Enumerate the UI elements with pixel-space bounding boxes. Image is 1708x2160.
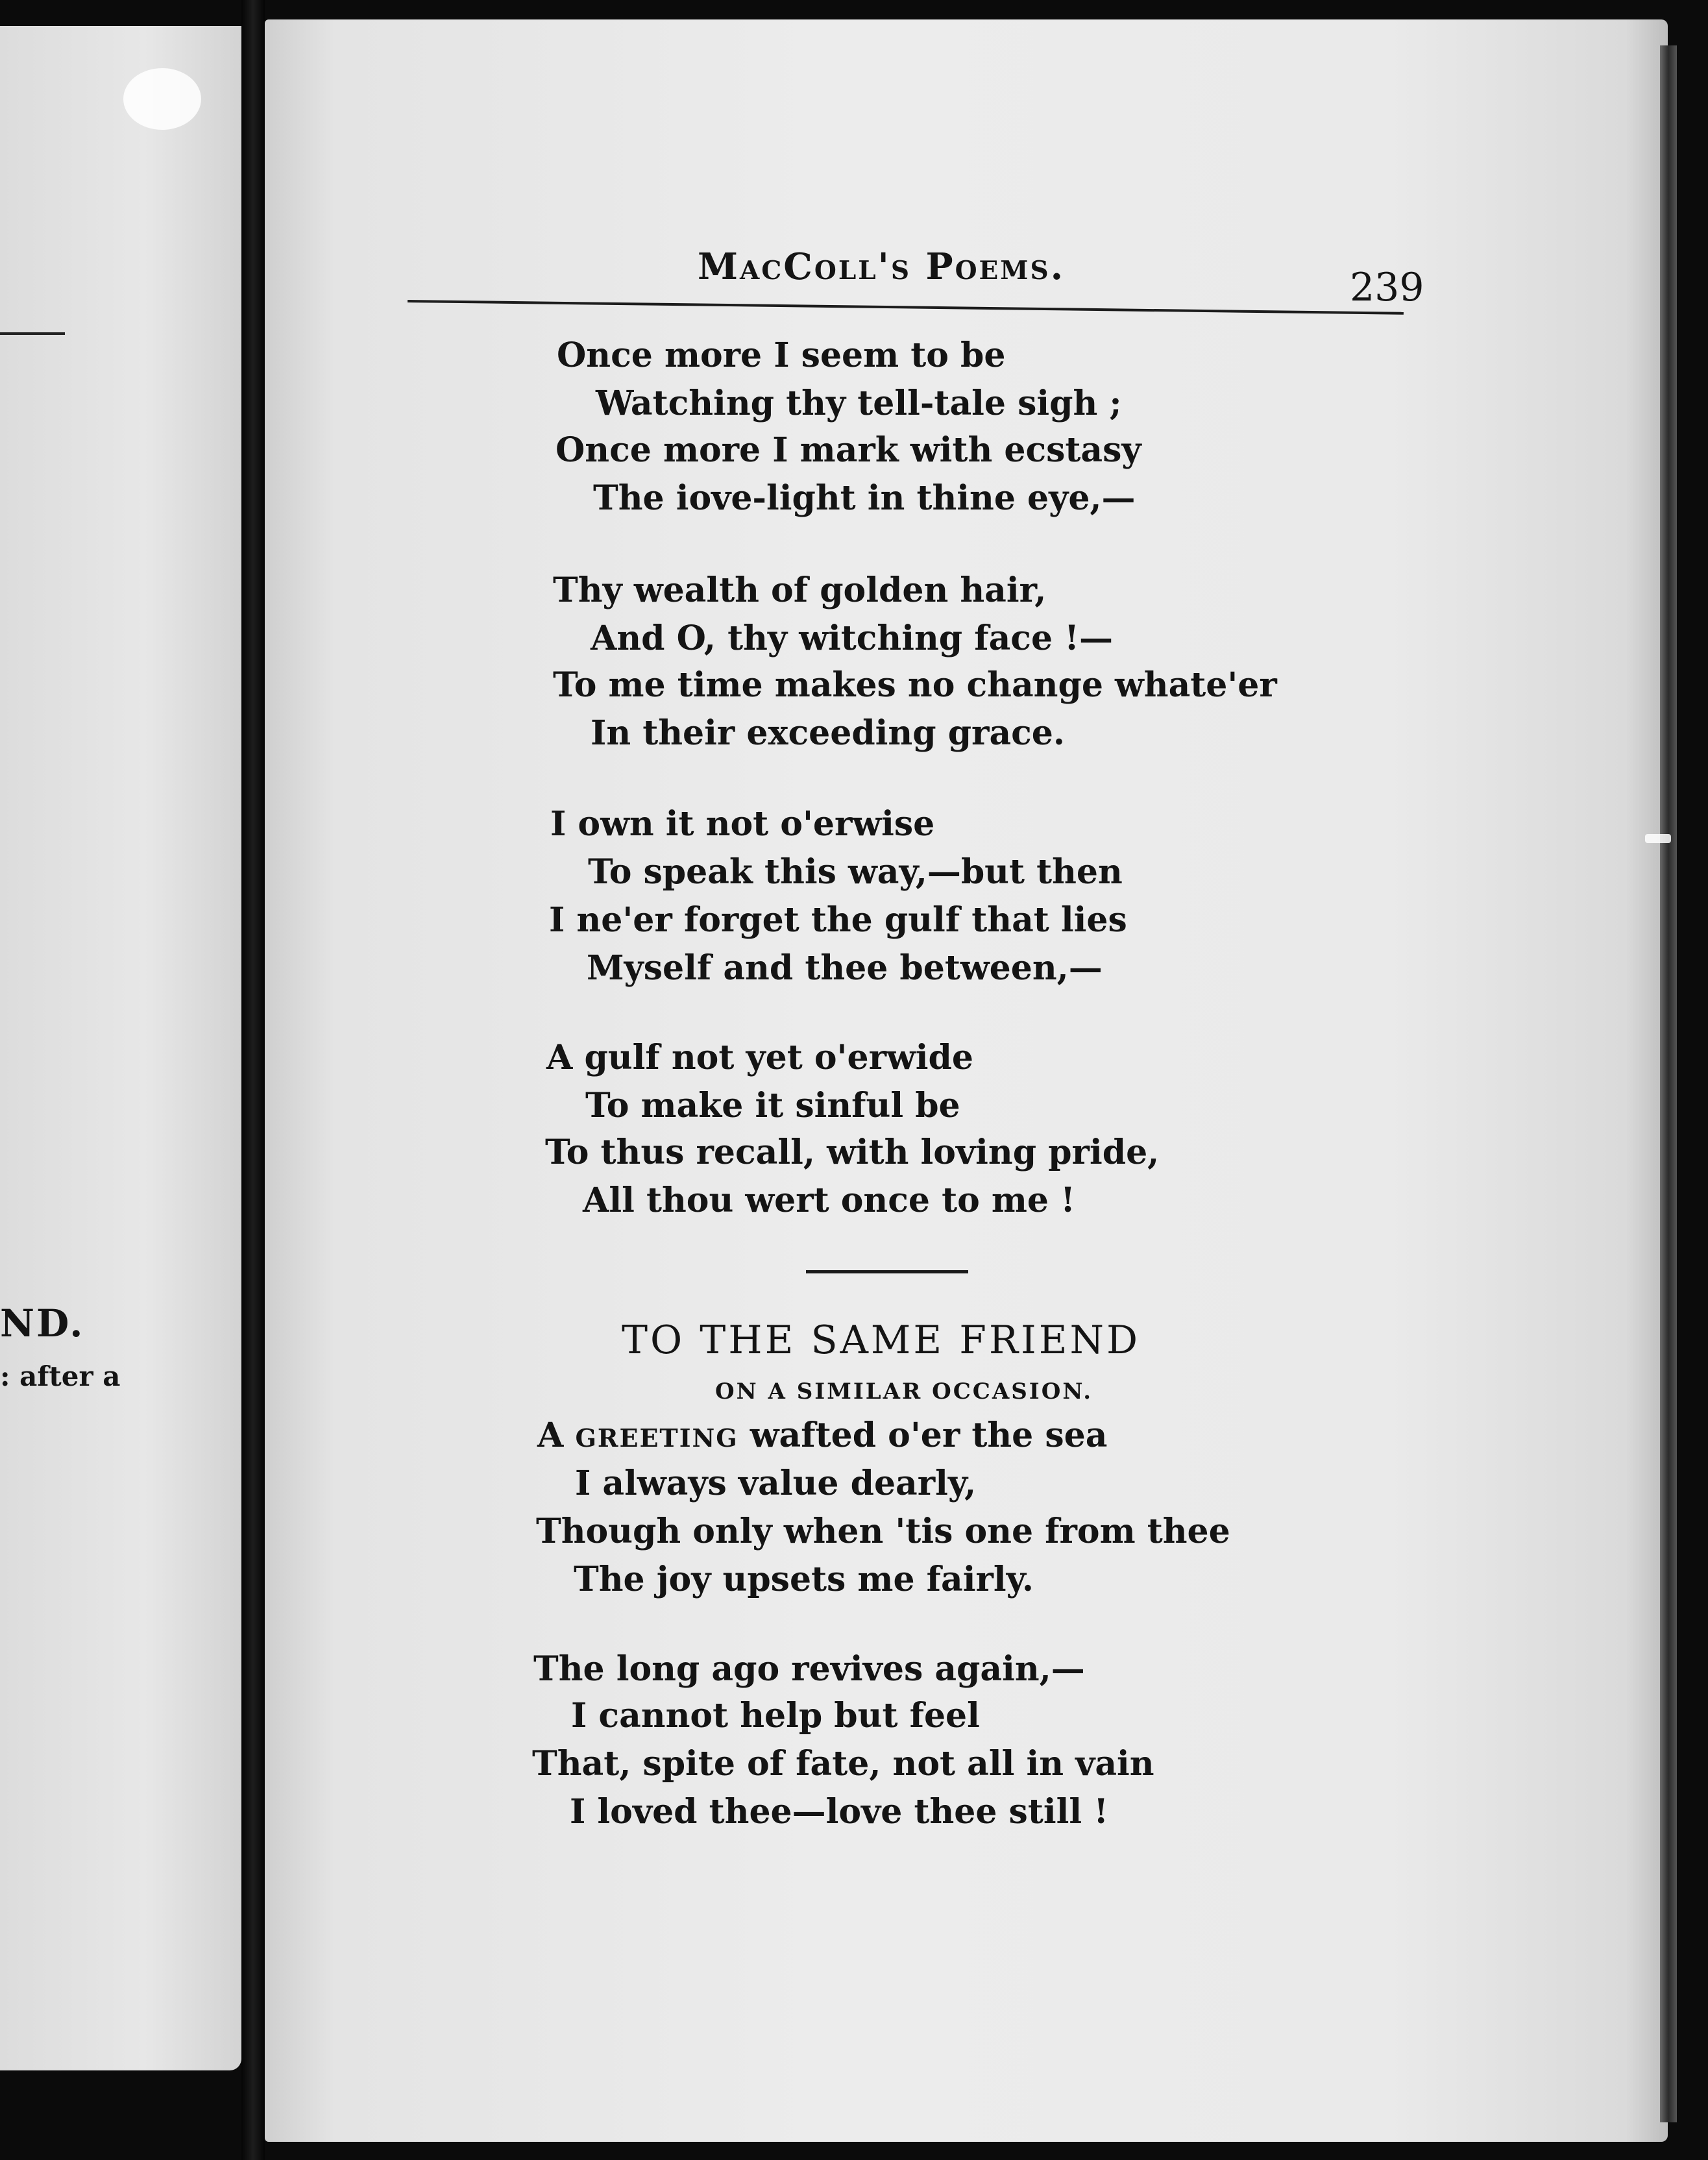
book-gutter	[241, 0, 265, 2160]
poem-line: And O, thy witching face !—	[591, 619, 1113, 658]
poem-line: Thy wealth of golden hair,	[553, 571, 1047, 610]
poem-title: TO THE SAME FRIEND	[622, 1318, 1141, 1363]
poem-line: Watching thy tell-tale sigh ;	[596, 384, 1122, 423]
poem-line: Once more I seem to be	[557, 336, 1006, 375]
poem-subtitle: ON A SIMILAR OCCASION.	[715, 1379, 1093, 1405]
previous-page-fragment	[0, 26, 241, 2070]
poem-line: The joy upsets me fairly.	[574, 1560, 1034, 1599]
previous-page-heading-fragment: ND.	[0, 1301, 85, 1345]
poem-line: The long ago revives again,—	[533, 1649, 1085, 1689]
poem-line: I cannot help but feel	[571, 1696, 980, 1736]
lead-word: GREETING	[575, 1423, 738, 1453]
poem-line: I loved thee—love thee still !	[570, 1792, 1109, 1832]
scan-blemish	[1645, 834, 1671, 843]
poem-line: I always value dearly,	[575, 1464, 977, 1503]
page-number: 239	[1350, 265, 1424, 310]
poem-line: In their exceeding grace.	[591, 713, 1065, 753]
poem-line: Once more I mark with ecstasy	[555, 430, 1141, 470]
poem-line: To speak this way,—but then	[588, 852, 1123, 892]
poem-line: I ne'er forget the gulf that lies	[549, 900, 1127, 940]
poem-line: The iove-light in thine eye,—	[593, 478, 1136, 518]
poem-line	[537, 1416, 1108, 1455]
section-divider	[806, 1270, 968, 1273]
poem-line: A gulf not yet o'erwide	[546, 1038, 973, 1077]
poem-line: That, spite of fate, not all in vain	[532, 1744, 1154, 1784]
running-head: MacColl's Poems.	[698, 245, 1066, 288]
line-rest: wafted o'er the sea	[738, 1416, 1108, 1455]
poem-line: To thus recall, with loving pride,	[545, 1133, 1160, 1172]
poem-line: Though only when 'tis one from thee	[536, 1512, 1230, 1551]
page-edge	[1660, 45, 1677, 2122]
poem-line: Myself and thee between,—	[587, 948, 1103, 988]
poem-line: All thou wert once to me !	[583, 1181, 1075, 1220]
poem-line: To make it sinful be	[585, 1086, 960, 1125]
previous-page-rule	[0, 332, 65, 335]
previous-page-text-fragment: : after a	[0, 1360, 121, 1392]
poem-line: To me time makes no change whate'er	[553, 665, 1277, 705]
scan-blemish	[123, 68, 201, 130]
line-start: A	[537, 1416, 576, 1455]
poem-line: I own it not o'erwise	[550, 804, 935, 844]
